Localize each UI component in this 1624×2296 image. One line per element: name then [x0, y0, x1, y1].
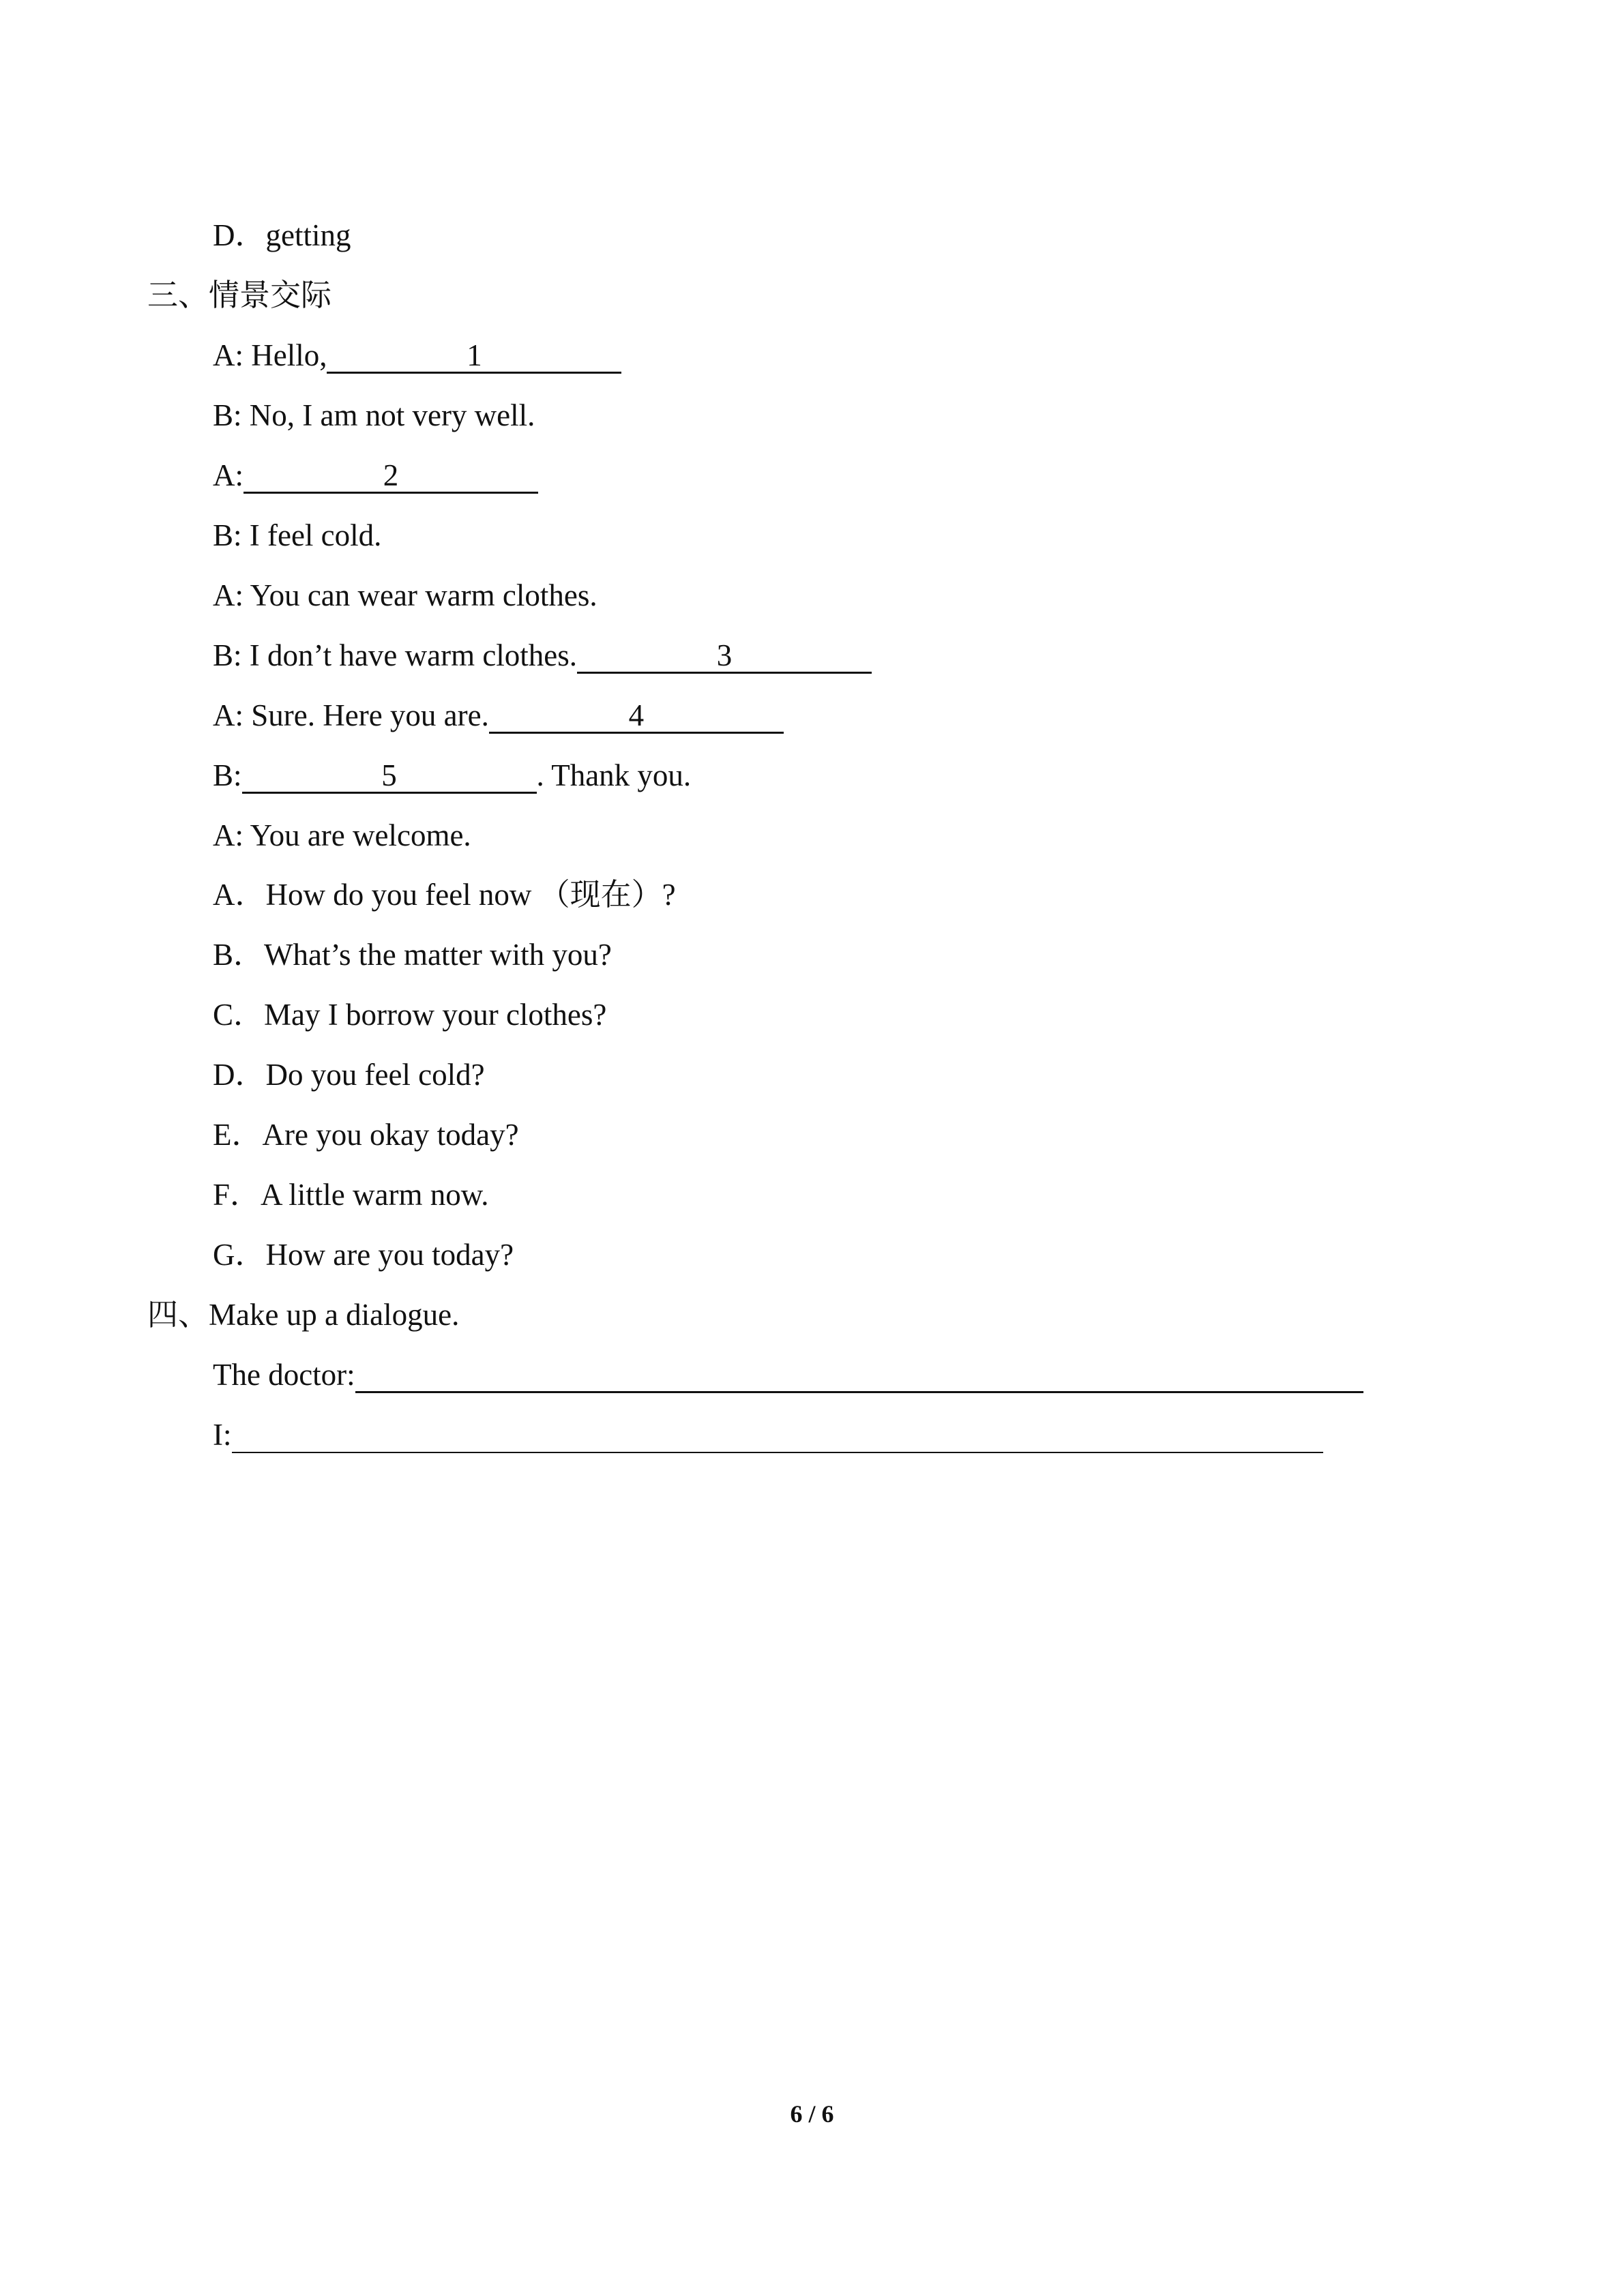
option-b: B．What’s the matter with you?: [213, 938, 612, 972]
dialogue-text: B:: [213, 758, 242, 792]
doctor-line: [213, 1356, 1363, 1393]
blank-number: 1: [467, 338, 482, 372]
dialogue-line-5: A: You can wear warm clothes.: [213, 578, 597, 612]
section-4-title: 四、Make up a dialogue.: [147, 1298, 460, 1332]
dialogue-line-3: [213, 457, 538, 494]
dialogue-line-2: B: No, I am not very well.: [213, 398, 535, 432]
option-a: A．How do you feel now （现在）?: [213, 878, 676, 912]
section-3-title: 三、情景交际: [147, 278, 332, 312]
dialogue-text-after: . Thank you.: [536, 758, 692, 792]
dialogue-text: A: Sure. Here you are.: [213, 698, 489, 732]
dialogue-text: B: I don’t have warm clothes.: [213, 638, 578, 672]
dialogue-line-9: A: You are welcome.: [213, 818, 471, 852]
answer-blank-5[interactable]: [242, 757, 537, 794]
dialogue-line-7: [213, 697, 784, 734]
i-label: I:: [213, 1418, 232, 1452]
dialogue-line-1: [213, 337, 621, 374]
option-c: C．May I borrow your clothes?: [213, 998, 607, 1032]
answer-blank-3[interactable]: [577, 637, 872, 674]
option-g: G．How are you today?: [213, 1238, 514, 1272]
blank-number: 4: [628, 698, 645, 732]
blank-number: 2: [383, 458, 399, 492]
previous-option-d: D．getting: [213, 218, 351, 252]
page-number: 6 / 6: [790, 2100, 834, 2128]
option-d: D．Do you feel cold?: [213, 1058, 485, 1092]
dialogue-line-4: B: I feel cold.: [213, 518, 382, 552]
doctor-label: The doctor:: [213, 1358, 355, 1392]
answer-blank-2[interactable]: [243, 457, 538, 494]
dialogue-text: A: Hello,: [213, 338, 327, 372]
answer-blank-4[interactable]: [489, 697, 784, 734]
dialogue-line-6: [213, 637, 872, 674]
answer-blank-1[interactable]: [327, 337, 621, 374]
blank-number: 5: [381, 758, 397, 792]
dialogue-text: A:: [213, 458, 243, 492]
i-answer-blank[interactable]: [232, 1416, 1323, 1453]
option-e: E．Are you okay today?: [213, 1118, 519, 1152]
i-line: [213, 1416, 1323, 1453]
option-f: F．A little warm now.: [213, 1178, 489, 1212]
blank-number: 3: [716, 638, 733, 672]
dialogue-line-8: [213, 757, 691, 794]
doctor-answer-blank[interactable]: [355, 1356, 1363, 1393]
